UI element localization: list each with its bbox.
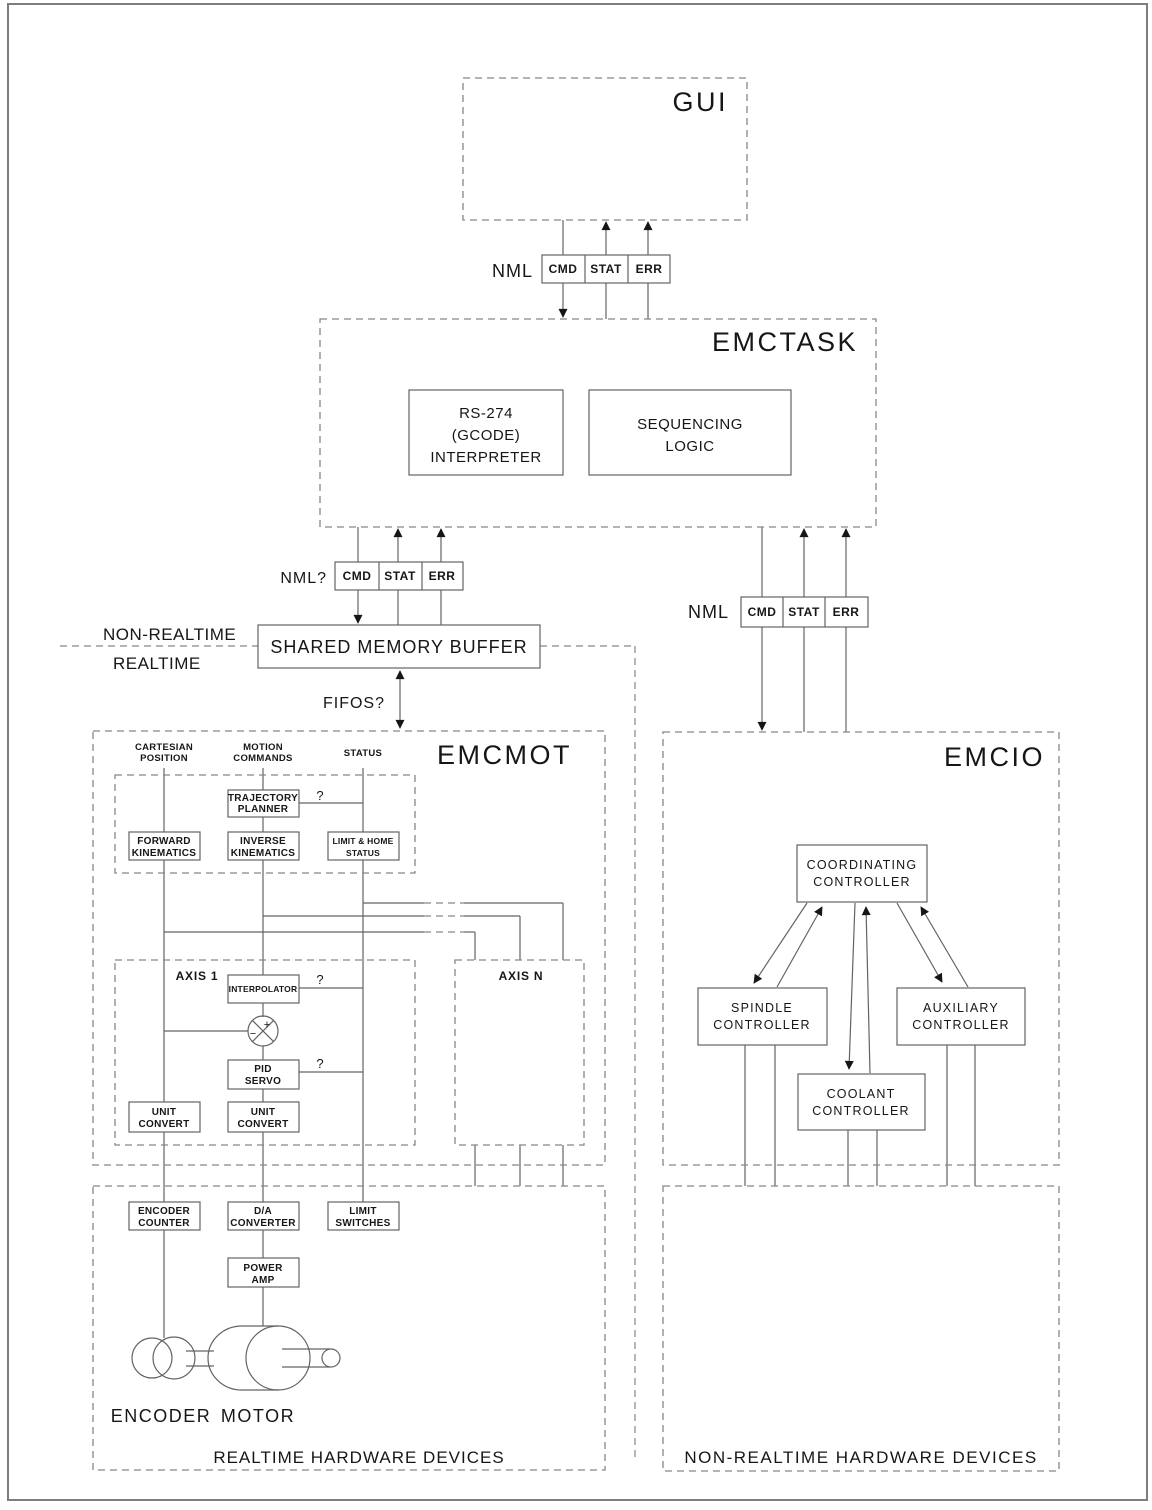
arrow-coord-to-spindle [754,903,807,983]
forward-kin-line2: KINEMATICS [131,848,197,859]
arrow-coolant-to-coord [866,907,870,1073]
summing-plus: + [263,1019,271,1031]
encoder-face-icon [153,1337,195,1379]
encoder-label: ENCODER [110,1406,212,1426]
nml-right-err: ERR [832,605,860,619]
spindle-line2: CONTROLLER [713,1018,811,1032]
nml-left-err: ERR [428,569,456,583]
unit1-line1: UNIT [151,1107,177,1118]
emcmot-title: EMCMOT [437,740,572,770]
motion-commands-label-1: MOTION [243,742,283,753]
emcio-title: EMCIO [943,742,1045,772]
coolant-controller-box [798,1074,925,1130]
auxiliary-controller-box [897,988,1025,1045]
coordinating-line1: COORDINATING [806,858,918,872]
interpreter-line1: RS-274 [459,405,513,422]
nml-left-stat: STAT [384,569,416,583]
non-realtime-label: NON-REALTIME [103,625,237,644]
axis1-title: AXIS 1 [175,969,219,983]
nml-top-stat: STAT [590,262,622,276]
shared-memory-label: SHARED MEMORY BUFFER [270,637,528,657]
realtime-label: REALTIME [113,654,201,673]
auxiliary-line2: CONTROLLER [912,1018,1010,1032]
nml-top-err: ERR [635,262,663,276]
nonrealtime-hardware [663,1186,1059,1471]
motor-shaft-end-icon [322,1349,340,1367]
trajectory-line1: TRAJECTORY [227,793,299,804]
power-amp-line1: POWER [243,1263,283,1274]
nml-right-label: NML [687,602,729,622]
coordinating-controller-box [797,845,927,902]
da-converter-line1: D/A [253,1206,273,1217]
pid-line1: PID [254,1064,272,1075]
cartesian-position-label-1: CARTESIAN [134,742,194,753]
sequencing-line1: SEQUENCING [637,416,743,433]
nml-top-channel [492,255,670,283]
motor-face-icon [246,1326,310,1390]
limit-switches-line2: SWITCHES [335,1218,391,1229]
forward-kin-line1: FORWARD [137,836,191,847]
nml-left-label: NML? [280,570,327,587]
power-amp-line2: AMP [251,1275,275,1286]
arrow-coord-to-aux [897,903,942,982]
summing-minus: − [249,1028,257,1040]
interpreter-line3: INTERPRETER [430,449,542,466]
emctask-title: EMCTASK [711,327,858,357]
inverse-kin-line1: INVERSE [239,836,287,847]
limit-home-line2: STATUS [346,848,380,858]
limit-switches-line1: LIMIT [349,1206,377,1217]
spindle-line1: SPINDLE [731,1001,793,1015]
nml-top-cmd: CMD [548,262,578,276]
encoder-counter-line1: ENCODER [137,1206,191,1217]
trajectory-line2: PLANNER [237,804,289,815]
da-converter-line2: CONVERTER [230,1218,296,1229]
interpreter-line2: (GCODE) [451,427,521,444]
unit2-line1: UNIT [250,1107,276,1118]
connector-lines [164,220,975,1338]
axisn-title: AXIS N [498,969,544,983]
inverse-kin-line2: KINEMATICS [230,848,296,859]
realtime-hardware-title: REALTIME HARDWARE DEVICES [213,1448,505,1467]
coordinating-line2: CONTROLLER [813,875,911,889]
nml-right-stat: STAT [788,605,820,619]
emctask-module [320,319,876,527]
encoder-body-icon [132,1338,172,1378]
arrow-spindle-to-coord [777,907,822,987]
sequencing-line2: LOGIC [665,438,715,455]
question-pid: ? [316,1056,324,1071]
encoder-counter-line2: COUNTER [138,1218,190,1229]
nonrealtime-hardware-title: NON-REALTIME HARDWARE DEVICES [684,1448,1038,1467]
unit1-line2: CONVERT [138,1119,190,1130]
auxiliary-line1: AUXILIARY [923,1001,999,1015]
cartesian-position-label-2: POSITION [140,753,188,764]
motion-commands-label-2: COMMANDS [233,753,293,764]
realtime-hardware [93,1186,605,1470]
coolant-line2: CONTROLLER [812,1104,910,1118]
unit2-line2: CONVERT [237,1119,289,1130]
coolant-line1: COOLANT [826,1087,896,1101]
status-label: STATUS [343,748,383,759]
nml-top-label: NML [491,261,533,281]
arrow-coord-to-coolant [849,903,855,1069]
fifos-label: FIFOS? [322,695,385,712]
question-trajectory: ? [316,788,324,803]
limit-home-line1: LIMIT & HOME [332,836,394,846]
nml-right-cmd: CMD [747,605,777,619]
pid-line2: SERVO [244,1076,282,1087]
shared-memory [258,625,540,712]
emcio-module [663,732,1059,1165]
spindle-controller-box [698,988,827,1045]
nml-left-channel [280,562,463,590]
emcmot-module [93,731,605,1165]
emcmot-box [93,731,605,1165]
gui-title: GUI [672,87,728,117]
motor-label: MOTOR [220,1406,296,1426]
interpolator-label: INTERPOLATOR [228,984,298,994]
nonrealtime-hardware-box [663,1186,1059,1471]
gui-module [463,78,747,220]
encoder-motor-drawing [132,1326,340,1390]
axisn-box [455,960,584,1145]
nml-right-channel [688,597,868,627]
nml-left-cmd: CMD [342,569,372,583]
question-interpolator: ? [316,972,324,987]
motor-body-icon [208,1326,278,1390]
arrow-aux-to-coord [921,907,968,987]
